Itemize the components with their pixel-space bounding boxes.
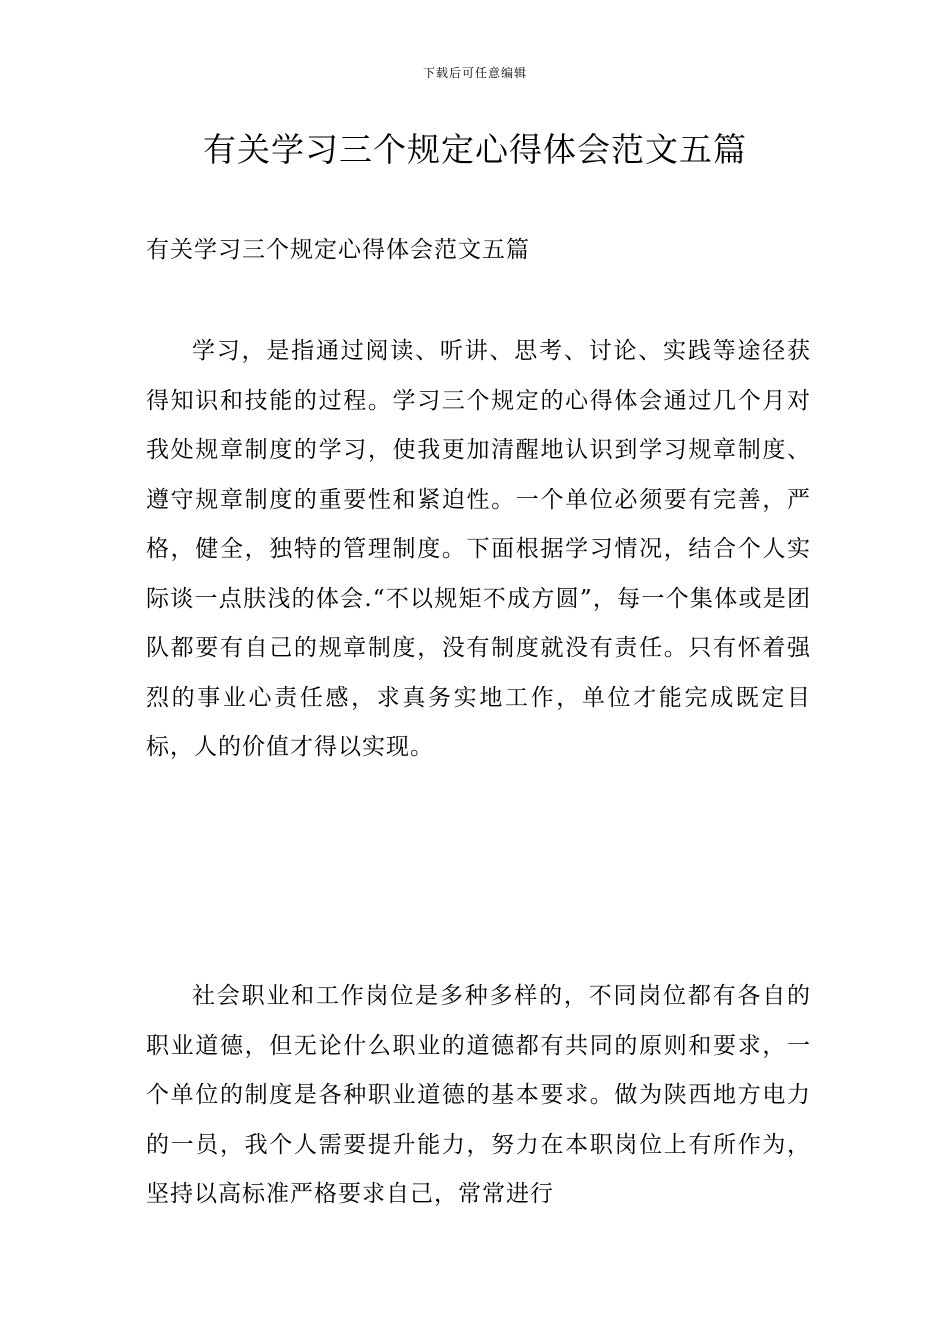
document-subtitle: 有关学习三个规定心得体会范文五篇 [146,237,530,263]
body-paragraph: 社会职业和工作岗位是多种多样的，不同岗位都有各自的职业道德，但无论什么职业的道德都有共同的原则和要求，一个单位的制度是各种职业道德的基本要求。做为陕西地方电力的一员，我个人需要提升能力，努力在本职岗位上有所作为，坚持以高标准严格要求自己，常常进行 [146,983,811,1207]
body-paragraph: 学习，是指通过阅读、听讲、思考、讨论、实践等途径获得知识和技能的过程。学习三个规定的心得体会通过几个月对我处规章制度的学习，使我更加清醒地认识到学习规章制度、遵守规章制度的重要性和紧迫性。一个单位必须要有完善，严格，健全，独特的管理制度。下面根据学习情况，结合个人实际谈一点肤浅的体会.“不以规矩不成方圆”，每一个集体或是团队都要有自己的规章制度，没有制度就没有责任。只有怀着强烈的事业心责任感，求真务实地工作，单位才能完成既定目标，人的价值才得以实现。 [146,338,811,760]
header-note: 下载后可任意编辑 [422,66,527,80]
document-title: 有关学习三个规定心得体会范文五篇 [203,130,747,169]
